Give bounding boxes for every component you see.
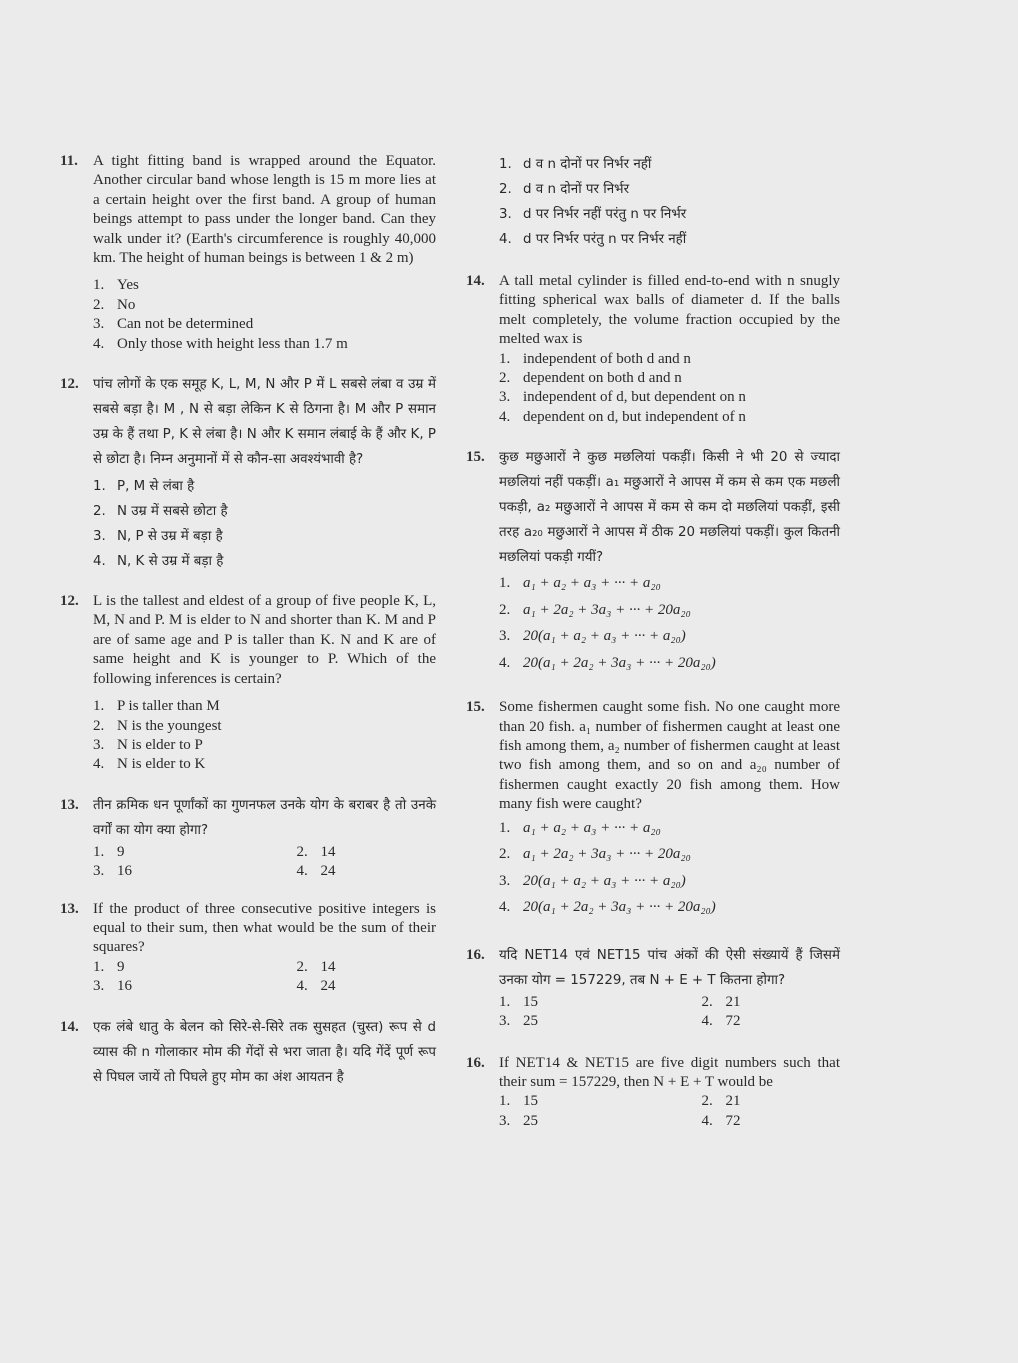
option: 3. N, P से उम्र में बड़ा है [93, 529, 223, 545]
question-text: एक लंबे धातु के बेलन को सिरे-से-सिरे तक सुसहत (चुस्त) रूप से d व्यास की n गोलाकार मोम की गेंदों से भरा जाता है। यदि गेंदें पूर्ण रूप से पिघल जायें तो पिघले हुए मोम का अंश आयतन है [93, 1019, 436, 1085]
option: 4. 20(a₁ + 2a₂ + 3a₃ + ··· + 20a₂₀) [499, 899, 716, 916]
option: 1. 15 [499, 1093, 538, 1110]
option: 4. 24 [296, 978, 336, 995]
question-14-hi-options [466, 152, 840, 252]
question-number: 15. [466, 699, 485, 716]
option: 1. P is taller than M [93, 698, 220, 715]
option: 2. a₁ + 2a₂ + 3a₃ + ··· + 20a₂₀ [499, 601, 691, 618]
option: 3. 20(a₁ + a₂ + a₃ + ··· + a₂₀) [499, 872, 686, 889]
options-list [499, 815, 840, 921]
option: 1. 9 [93, 958, 125, 975]
question-15-en [466, 698, 840, 920]
option: 3. 25 [499, 1013, 538, 1030]
question-number: 11. [60, 153, 78, 169]
options-list [499, 570, 840, 676]
question-12-hi [60, 372, 436, 574]
option: 1. d व n दोनों पर निर्भर नहीं [499, 157, 652, 172]
option: 3. N is elder to P [93, 736, 203, 753]
option: 2. a₁ + 2a₂ + 3a₃ + ··· + 20a₂₀ [499, 846, 691, 863]
question-text: कुछ मछुआरों ने कुछ मछलियां पकड़ीं। किसी ने भी 20 से ज्यादा मछलियां नहीं पकड़ीं। a₁ मछुआरों ने आपस में कम से कम एक मछली पकड़ी, a₂ मछुआरों ने आपस में कम से कम दो मछलियां पकड़ीं, इसी तरह a₂₀ मछुआरों ने आपस में ठीक 20 मछलियां पकड़ीं। कुल कितनी मछलियां पकड़ी गयीं? [499, 450, 840, 566]
option: 1. a₁ + a₂ + a₃ + ··· + a₂₀ [499, 819, 661, 836]
option: 3. independent of d, but dependent on n [499, 389, 746, 406]
option: 2. N is the youngest [93, 717, 222, 734]
options-list [93, 474, 436, 574]
question-text: If NET14 & NET15 are five digit numbers such that their sum = 157229, then N + E + T would be [499, 1054, 840, 1090]
option: 1. 9 [93, 843, 125, 860]
question-text: L is the tallest and eldest of a group of five people K, L, M, N and P. M is elder to N and shorter than K. M and P are of same age and P is taller than K. N and K are of same height and K is younger to P. Which of the following inferences is certain? [93, 593, 436, 687]
question-number: 16. [466, 1054, 485, 1071]
question-number: 13. [60, 796, 79, 813]
option: 2. N उम्र में सबसे छोटा है [93, 504, 228, 520]
options-list [93, 697, 436, 775]
options-list [499, 350, 840, 428]
option: 2. 21 [701, 993, 741, 1010]
option: 1. independent of both d and n [499, 350, 691, 367]
option: 1. 15 [499, 993, 538, 1010]
question-14-hi [60, 1015, 436, 1090]
question-number: 12. [60, 376, 79, 393]
options-list [93, 276, 436, 354]
question-number: 14. [466, 273, 485, 289]
question-text: Some fishermen caught some fish. No one caught more than 20 fish. a₁ number of fishermen caught at least one fish among them, a₂ number of fishermen caught at least two fish among them, and so on and a₂₀ number of fishermen caught exactly 20 fish among them. How many fish were caught? [499, 699, 840, 813]
option: 4. d पर निर्भर परंतु n पर निर्भर नहीं [499, 232, 687, 247]
question-number: 15. [466, 449, 485, 466]
option: 4. 72 [701, 1013, 741, 1030]
question-13-hi [60, 793, 436, 882]
option: 1. Yes [93, 277, 139, 294]
option: 4. 20(a₁ + 2a₂ + 3a₃ + ··· + 20a₂₀) [499, 654, 716, 671]
option: 1. P, M से लंबा है [93, 479, 195, 495]
option: 2. 14 [296, 843, 336, 860]
option: 1. a₁ + a₂ + a₃ + ··· + a₂₀ [499, 575, 661, 592]
question-text: A tight fitting band is wrapped around the Equator. Another circular band whose length is 15 m more lies at a certain height over the first band. A group of human beings attempt to pass under the longer band. Can they walk under it? (Earth's circumference is roughly 40,000 km. The height of human beings is between 1 & 2 m) [93, 153, 436, 267]
question-15-hi [466, 445, 840, 676]
option: 3. 25 [499, 1112, 538, 1129]
option: 3. d पर निर्भर नहीं परंतु n पर निर्भर [499, 207, 687, 222]
option: 2. dependent on both d and n [499, 370, 682, 387]
option: 2. 21 [701, 1093, 741, 1110]
options-list [499, 152, 840, 252]
question-16-hi [466, 943, 840, 1032]
question-12-en [60, 592, 436, 775]
question-number: 12. [60, 593, 79, 610]
option: 3. Can not be determined [93, 316, 254, 333]
option: 2. d व n दोनों पर निर्भर [499, 182, 630, 197]
option: 2. 14 [296, 958, 336, 975]
options-grid [499, 993, 840, 1032]
right-column [466, 152, 840, 1149]
left-column [60, 152, 436, 1108]
option: 2. No [93, 296, 136, 313]
question-16-en [466, 1054, 840, 1132]
question-number: 14. [60, 1018, 79, 1035]
options-grid [93, 843, 436, 882]
option: 3. 16 [93, 863, 132, 880]
option: 4. Only those with height less than 1.7 m [93, 335, 348, 352]
question-number: 16. [466, 946, 485, 963]
question-14-en [466, 272, 840, 427]
options-grid [93, 958, 436, 997]
question-text: यदि NET14 एवं NET15 पांच अंकों की ऐसी संख्यायें हैं जिसमें उनका योग = 157229, तब N + E + T कितना होगा? [499, 947, 840, 988]
option: 4. dependent on d, but independent of n [499, 408, 746, 425]
option: 4. N is elder to K [93, 756, 206, 773]
option: 4. 72 [701, 1112, 741, 1129]
question-11-en [60, 152, 436, 354]
option: 3. 20(a₁ + a₂ + a₃ + ··· + a₂₀) [499, 628, 686, 645]
question-number: 13. [60, 900, 79, 917]
options-grid [499, 1092, 840, 1131]
option: 4. N, K से उम्र में बड़ा है [93, 554, 224, 570]
question-text: पांच लोगों के एक समूह K, L, M, N और P में L सबसे लंबा व उम्र में सबसे बड़ा है। M , N से बड़ा लेकिन K से ठिगना है। M और P समान उम्र के हैं तथा P, K से लंबा है। N और K समान लंबाई के हैं और K, P से छोटा है। निम्न अनुमानों में से कौन-सा अवश्यंभावी है? [93, 377, 436, 468]
question-13-en [60, 900, 436, 997]
question-text: If the product of three consecutive positive integers is equal to their sum, then what would be the sum of their squares? [93, 900, 436, 956]
question-text: A tall metal cylinder is filled end-to-end with n snugly fitting spherical wax balls of diameter d. If the balls melt completely, the volume fraction occupied by the melted wax is [499, 273, 840, 348]
option: 4. 24 [296, 863, 336, 880]
question-text: तीन क्रमिक धन पूर्णांकों का गुणनफल उनके योग के बराबर है तो उनके वर्गों का योग क्या होगा? [93, 797, 436, 838]
option: 3. 16 [93, 978, 132, 995]
